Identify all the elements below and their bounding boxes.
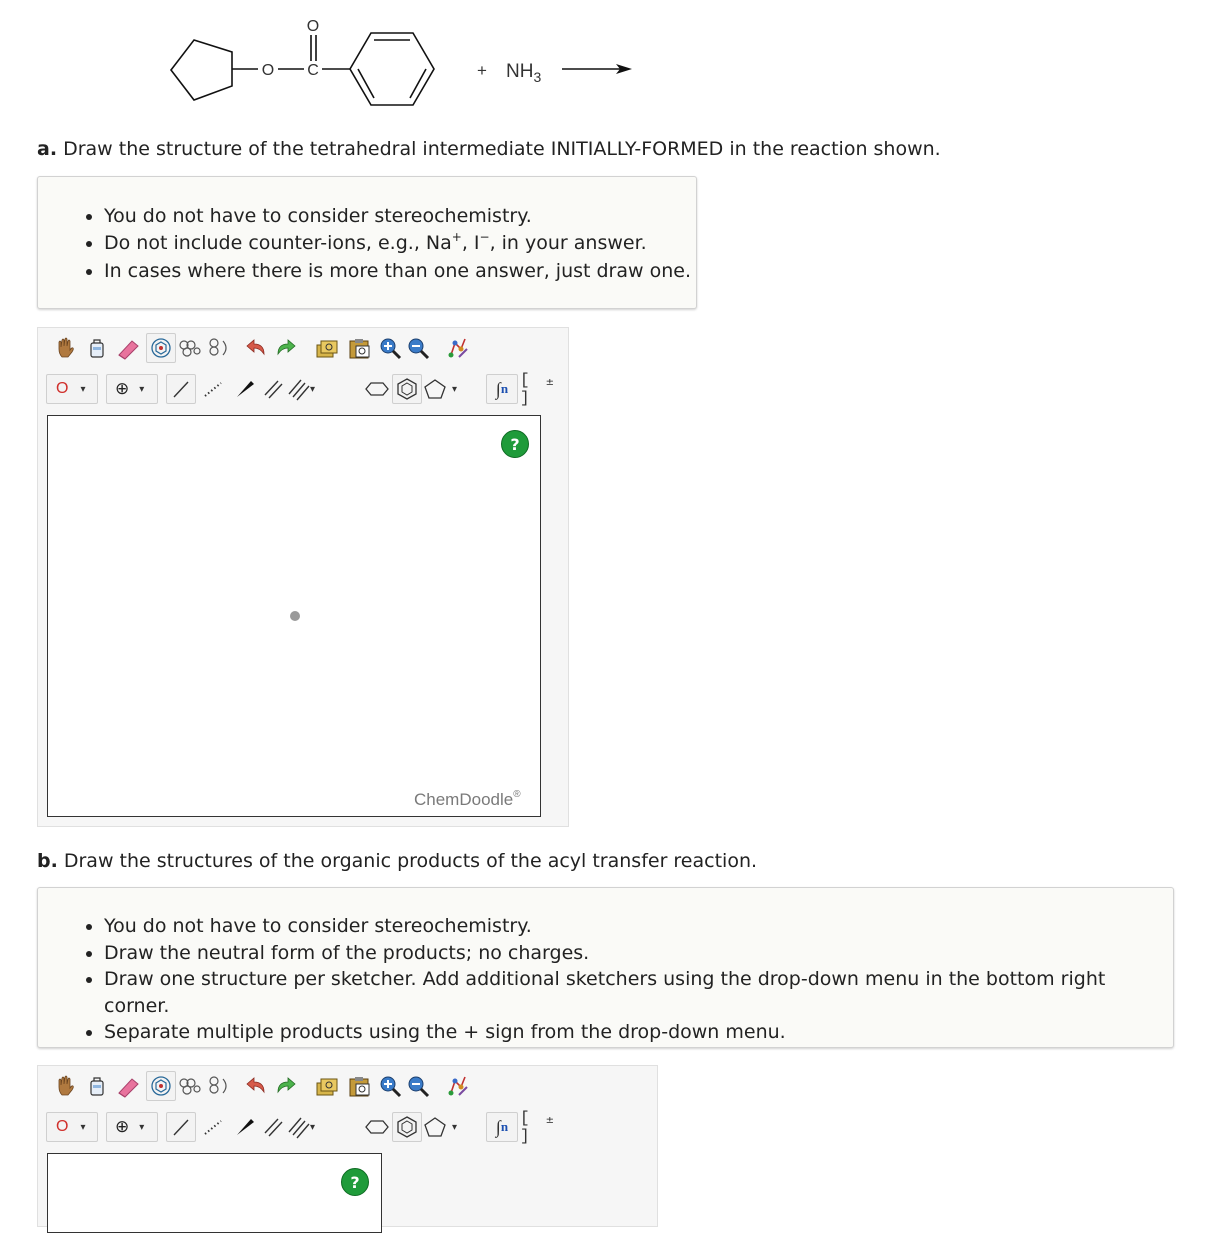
atom-label-selector[interactable]: O ▾ — [46, 1112, 98, 1142]
canvas-center-marker — [290, 611, 300, 621]
paste-icon[interactable] — [344, 1071, 374, 1101]
copy-icon[interactable] — [312, 333, 342, 363]
single-bond-icon[interactable] — [166, 374, 196, 404]
dropdown-arrow-icon: ▾ — [452, 383, 458, 395]
wedge-bond-icon[interactable] — [230, 1112, 260, 1142]
plus-sign: + — [477, 61, 487, 80]
repeat-unit-button[interactable]: ∫ n — [486, 1112, 518, 1142]
paste-icon[interactable] — [344, 333, 374, 363]
charge-selector[interactable]: ⊕ ▾ — [106, 1112, 158, 1142]
benzene-ring-icon[interactable] — [392, 1112, 422, 1142]
toolbar-row-1 — [46, 1071, 566, 1103]
zoom-in-icon[interactable] — [376, 1071, 406, 1101]
flip-horizontal-icon[interactable] — [176, 1071, 206, 1101]
zoom-out-icon[interactable] — [404, 1071, 434, 1101]
part-b-hint: • Draw the neutral form of the products; no charges. — [104, 940, 1173, 967]
sketcher-a — [37, 327, 569, 827]
undo-icon[interactable] — [242, 333, 272, 363]
clean-structure-icon[interactable] — [444, 333, 474, 363]
repeat-unit-button[interactable]: ∫ n — [486, 374, 518, 404]
benzene-ring — [350, 33, 434, 105]
bracket-charge-button[interactable]: [ ] ± — [520, 1109, 554, 1145]
part-b-question — [37, 850, 757, 872]
carbonyl-carbon: C — [307, 62, 319, 79]
eraser-icon[interactable] — [114, 333, 144, 363]
part-a-hint: • You do not have to consider stereochemistry. — [104, 203, 696, 230]
sketcher-b — [37, 1065, 658, 1227]
double-bond-icon[interactable] — [258, 1112, 288, 1142]
undo-icon[interactable] — [242, 1071, 272, 1101]
copy-icon[interactable] — [312, 1071, 342, 1101]
zoom-in-icon[interactable] — [376, 333, 406, 363]
flip-horizontal-icon[interactable] — [176, 333, 206, 363]
flip-vertical-icon[interactable] — [204, 333, 234, 363]
atom-label-selector[interactable]: O ▾ — [46, 374, 98, 404]
bracket-charge-button[interactable]: [ ] ± — [520, 371, 554, 407]
sketcher-a-canvas[interactable] — [47, 415, 541, 817]
toolbar-row-1 — [46, 333, 566, 365]
triple-bond-selector[interactable] — [286, 1112, 330, 1142]
chemdoodle-watermark: ChemDoodle® — [414, 789, 521, 809]
zoom-out-icon[interactable] — [404, 333, 434, 363]
ester-oxygen: O — [261, 62, 275, 79]
cyclohexane-ring-icon[interactable] — [362, 1112, 392, 1142]
dashed-bond-icon[interactable] — [198, 374, 228, 404]
dropdown-arrow-icon: ▾ — [310, 1121, 316, 1133]
ring-template-selector[interactable] — [422, 1112, 470, 1142]
help-button[interactable]: ? — [341, 1168, 369, 1196]
dropdown-arrow-icon: ▾ — [139, 1121, 145, 1133]
hand-tool-icon[interactable] — [50, 1071, 80, 1101]
redo-icon[interactable] — [270, 333, 300, 363]
dropdown-arrow-icon: ▾ — [80, 1121, 86, 1133]
dropdown-arrow-icon: ▾ — [80, 383, 86, 395]
center-molecule-icon[interactable] — [146, 333, 176, 363]
hand-tool-icon[interactable] — [50, 333, 80, 363]
sketcher-b-canvas[interactable] — [47, 1153, 382, 1233]
dropdown-arrow-icon: ▾ — [452, 1121, 458, 1133]
clean-structure-icon[interactable] — [444, 1071, 474, 1101]
part-b-hint: • Separate multiple products using the + sign from the drop-down menu. — [104, 1019, 1173, 1046]
cyclopentyl-ring — [171, 40, 232, 100]
part-a-counterion-hint: • Do not include counter-ions, e.g., Na+, I−, in your answer. — [104, 230, 696, 259]
part-a-instructions — [37, 176, 697, 309]
dropdown-arrow-icon: ▾ — [139, 383, 145, 395]
part-b-instructions — [37, 887, 1174, 1048]
carbonyl-oxygen: O — [306, 18, 320, 35]
lasso-tool-icon[interactable] — [82, 333, 112, 363]
redo-icon[interactable] — [270, 1071, 300, 1101]
part-a-letter: a. — [37, 138, 58, 160]
triple-bond-selector[interactable] — [286, 374, 330, 404]
dropdown-arrow-icon: ▾ — [310, 383, 316, 395]
part-b-hint: • You do not have to consider stereochemistry. — [104, 913, 1173, 940]
eraser-icon[interactable] — [114, 1071, 144, 1101]
double-bond-icon[interactable] — [258, 374, 288, 404]
part-a-text: Draw the structure of the tetrahedral intermediate INITIALLY-FORMED in the reaction shown. — [57, 138, 941, 160]
reaction-scheme — [160, 10, 660, 115]
ammonia-label: $NH_3$ — [506, 61, 542, 85]
part-b-letter: b. — [37, 850, 58, 872]
cyclohexane-ring-icon[interactable] — [362, 374, 392, 404]
wedge-bond-icon[interactable] — [230, 374, 260, 404]
dashed-bond-icon[interactable] — [198, 1112, 228, 1142]
ring-template-selector[interactable] — [422, 374, 470, 404]
part-b-text: Draw the structures of the organic products of the acyl transfer reaction. — [57, 850, 758, 872]
lasso-tool-icon[interactable] — [82, 1071, 112, 1101]
part-a-hint: • In cases where there is more than one answer, just draw one. — [104, 258, 696, 285]
help-button[interactable]: ? — [501, 430, 529, 458]
toolbar-row-2 — [46, 1109, 566, 1145]
part-b-hint: • Draw one structure per sketcher. Add additional sketchers using the drop-down menu in the bottom right corner. — [104, 966, 1173, 1019]
toolbar-row-2 — [46, 371, 566, 407]
benzene-ring-icon[interactable] — [392, 374, 422, 404]
charge-selector[interactable]: ⊕ ▾ — [106, 374, 158, 404]
center-molecule-icon[interactable] — [146, 1071, 176, 1101]
flip-vertical-icon[interactable] — [204, 1071, 234, 1101]
single-bond-icon[interactable] — [166, 1112, 196, 1142]
part-a-question — [37, 138, 941, 160]
